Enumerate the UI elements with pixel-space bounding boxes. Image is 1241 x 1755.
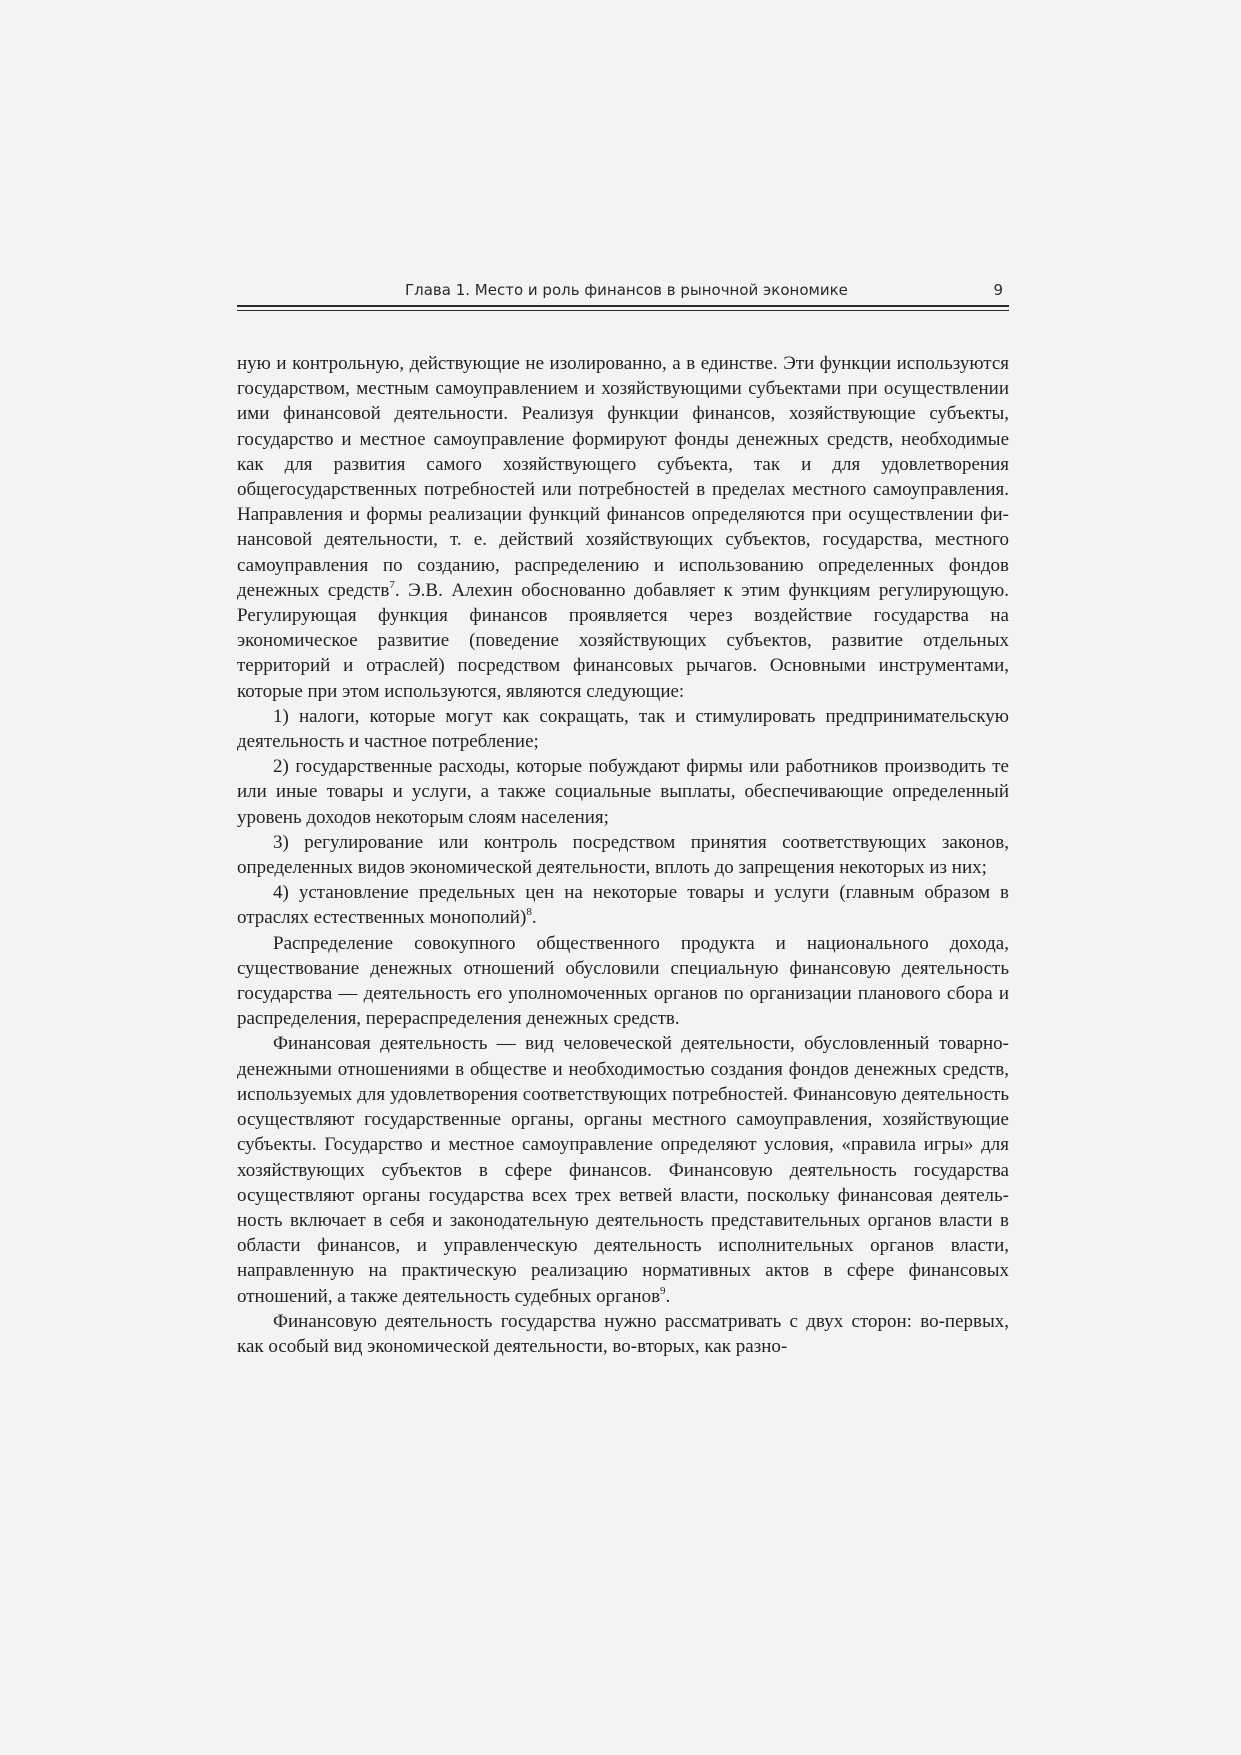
chapter-title: Глава 1. Место и роль финансов в рыночной экономике <box>405 281 848 299</box>
paragraph-text-continued: . Э.В. Алехин обоснованно добавляет к этим функциям регулирующую. Регулирующая функция финансов проявляется через воздействие государства на экономическое развитие (поведение хозяйствующих субъектов, развитие отдельных территорий и отраслей) посредством финансовых рычагов. Основными инструментами, которые при этом используются, являются следующие: <box>237 579 1009 702</box>
paragraph-text: ную и контрольную, действующие не изолированно, а в единстве. Эти функции используются государством, местным самоуправлением и хозяйствующими субъектами при осуществлении ими финансовой деятельности. Реализуя функции финансов, хозяйствующие субъекты, государство и местное самоуправление формируют фонды денежных средств, необходимые как для развития самого хозяйствующего субъекта, так и для удовлетворения общегосударственных потребностей или потребностей в пределах местного самоуправления. Направления и формы реализации функций финансов определяются при осуществлении финансовой деятельности, т. е. действий хозяйствующих субъектов, государства, местного самоуправления по созданию, распределению и использованию определенных фондов денежных средств <box>237 353 1009 601</box>
body-text <box>237 351 1009 1359</box>
footnote-ref-9[interactable]: 9 <box>660 1284 666 1297</box>
footnote-ref-8[interactable]: 8 <box>526 906 532 919</box>
list-item-3: 3) регулирование или контроль посредством принятия соответствующих законов, определенных видов экономической деятельности, вплоть до запрещения некоторых из них; <box>237 831 1009 879</box>
paragraph-text-continued: . <box>531 907 537 929</box>
paragraph-text: Финансовая деятельность — вид человеческой деятельности, обусловленный товарно-денежными отношениями в обществе и необходимостью создания фондов денежных средств, используемых для удовлетворения соответствующих потребностей. Финансовую деятельность осуществляют государственные органы, органы местного самоуправления, хозяйствующие субъекты. Государство и местное самоуправление определяют условия, «правила игры» для хозяйствующих субъектов в сфере финансов. Финансовую деятельность государства осуществляют органы государства всех трех ветвей власти, поскольку финансовая деятельность включает в себя и законодательную деятельность представительных органов власти в области финансов, и управленческую деятельность исполнительных органов власти, направленную на практическую реализацию нормативных актов в сфере финансовых отношений, а также деятельность судебных органов <box>237 1033 1009 1307</box>
paragraph-text: 4) установление предельных цен на некоторые товары и услуги (главным образом в отраслях естественных монополий) <box>237 882 1009 929</box>
running-header <box>237 278 1009 306</box>
paragraph-2: Распределение совокупного общественного продукта и национального дохода, существование денежных отношений обусловили специальную финансовую деятельность государства — деятельность его уполномоченных органов по организации планового сбора и распределения, перераспределения денежных средств. <box>237 932 1009 1030</box>
page-number: 9 <box>993 281 1003 299</box>
list-item-1: 1) налоги, которые могут как сокращать, так и стимулировать предпринимательскую деятельность и частное потребление; <box>237 705 1009 753</box>
list-item-2: 2) государственные расходы, которые побуждают фирмы или работников производить те или иные товары и услуги, а также социальные выплаты, обеспечивающие определенный уровень доходов некоторым слоям населения; <box>237 756 1009 828</box>
header-rule-thin <box>237 310 1009 311</box>
list-item-4 <box>237 880 1009 930</box>
paragraph-1 <box>237 351 1009 704</box>
paragraph-4: Финансовую деятельность государства нужно рассматривать с двух сторон: во-первых, как особый вид экономической деятельности, во-вторых, как разно- <box>237 1310 1009 1357</box>
paragraph-3 <box>237 1031 1009 1308</box>
header-rule-thick <box>237 305 1009 307</box>
paragraph-text-continued: . <box>665 1285 671 1307</box>
footnote-ref-7[interactable]: 7 <box>389 578 395 591</box>
